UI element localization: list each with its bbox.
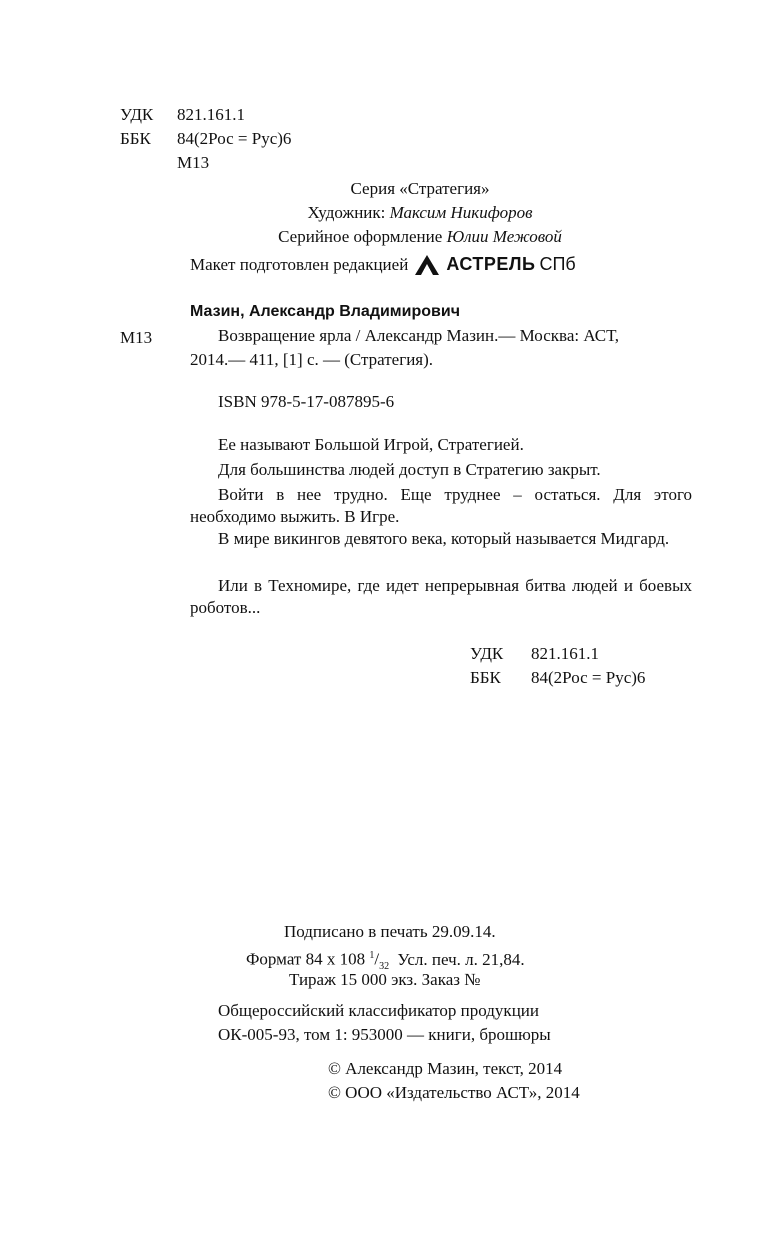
astrel-logo-icon <box>414 254 440 276</box>
classifier-line-1: Общероссийский классификатор продукции <box>218 1001 539 1020</box>
design-name: Юлии Межовой <box>446 227 562 246</box>
bbk-label-bottom: ББК <box>470 668 501 687</box>
publisher-logo <box>446 253 575 276</box>
bbk-value-bottom: 84(2Рос = Рус)6 <box>531 668 646 687</box>
record-line-2: 2014.— 411, [1] с. — (Стратегия). <box>190 350 434 369</box>
classifier-line-2: ОК-005-93, том 1: 953000 — книги, брошюры <box>218 1025 551 1044</box>
format-line: Формат 84 x 108 $^1/_{32}$ Усл. печ. л. 21,84. <box>246 949 525 973</box>
author-mark-top: М13 <box>177 153 210 172</box>
design-line <box>120 226 720 248</box>
publisher-logo-word: АСТРЕЛЬ <box>446 254 536 274</box>
udk-value-top: 821.161.1 <box>177 105 245 124</box>
artist-name: Максим Никифоров <box>389 203 533 222</box>
copyright-publisher: © ООО «Издательство АСТ», 2014 <box>328 1083 580 1102</box>
annotation-paragraph-1: Ее называют Большой Игрой, Стратегией. <box>218 435 524 454</box>
artist-line <box>120 202 720 224</box>
layout-prefix: Макет подготовлен редакцией <box>190 254 409 274</box>
bbk-label-top: ББК <box>120 129 151 148</box>
bbk-value-top: 84(2Рос = Рус)6 <box>177 129 292 148</box>
signed-to-print: Подписано в печать 29.09.14. <box>284 922 496 941</box>
author-heading: Мазин, Александр Владимирович <box>190 303 460 320</box>
design-prefix: Серийное оформление <box>278 227 443 246</box>
annotation-paragraph-2: Для большинства людей доступ в Стратегию закрыт. <box>218 460 601 479</box>
record-line-1: Возвращение ярла / Александр Мазин.— Москва: АСТ, <box>218 326 620 345</box>
annotation-paragraph-5: Или в Техномире, где идет непрерывная битва людей и боевых роботов... <box>190 576 692 617</box>
series-line: Серия «Стратегия» <box>350 179 490 198</box>
format-fraction-numerator: 1 <box>369 950 375 961</box>
annotation-paragraph-3: Войти в нее трудно. Еще труднее – остаться. Для этого необходимо выжить. В Игре. <box>190 485 692 526</box>
print-run: Тираж 15 000 экз. Заказ № <box>289 970 481 989</box>
format-prefix: Формат 84 x 108 <box>246 949 366 969</box>
udk-label-top: УДК <box>120 105 154 124</box>
format-fraction-denominator: 32 <box>379 961 390 973</box>
author-mark-side: М13 <box>120 328 153 347</box>
udk-value-bottom: 821.161.1 <box>531 644 599 663</box>
artist-prefix: Художник: <box>307 203 386 222</box>
udk-label-bottom: УДК <box>470 644 504 663</box>
copyright-author: © Александр Мазин, текст, 2014 <box>328 1059 563 1078</box>
format-suffix: Усл. печ. л. 21,84. <box>397 949 525 969</box>
publisher-logo-city: СПб <box>539 254 576 274</box>
annotation-paragraph-4: В мире викингов девятого века, который называется Мидгард. <box>218 529 670 548</box>
isbn: ISBN 978-5-17-087895-6 <box>218 392 395 411</box>
layout-line <box>190 253 576 276</box>
